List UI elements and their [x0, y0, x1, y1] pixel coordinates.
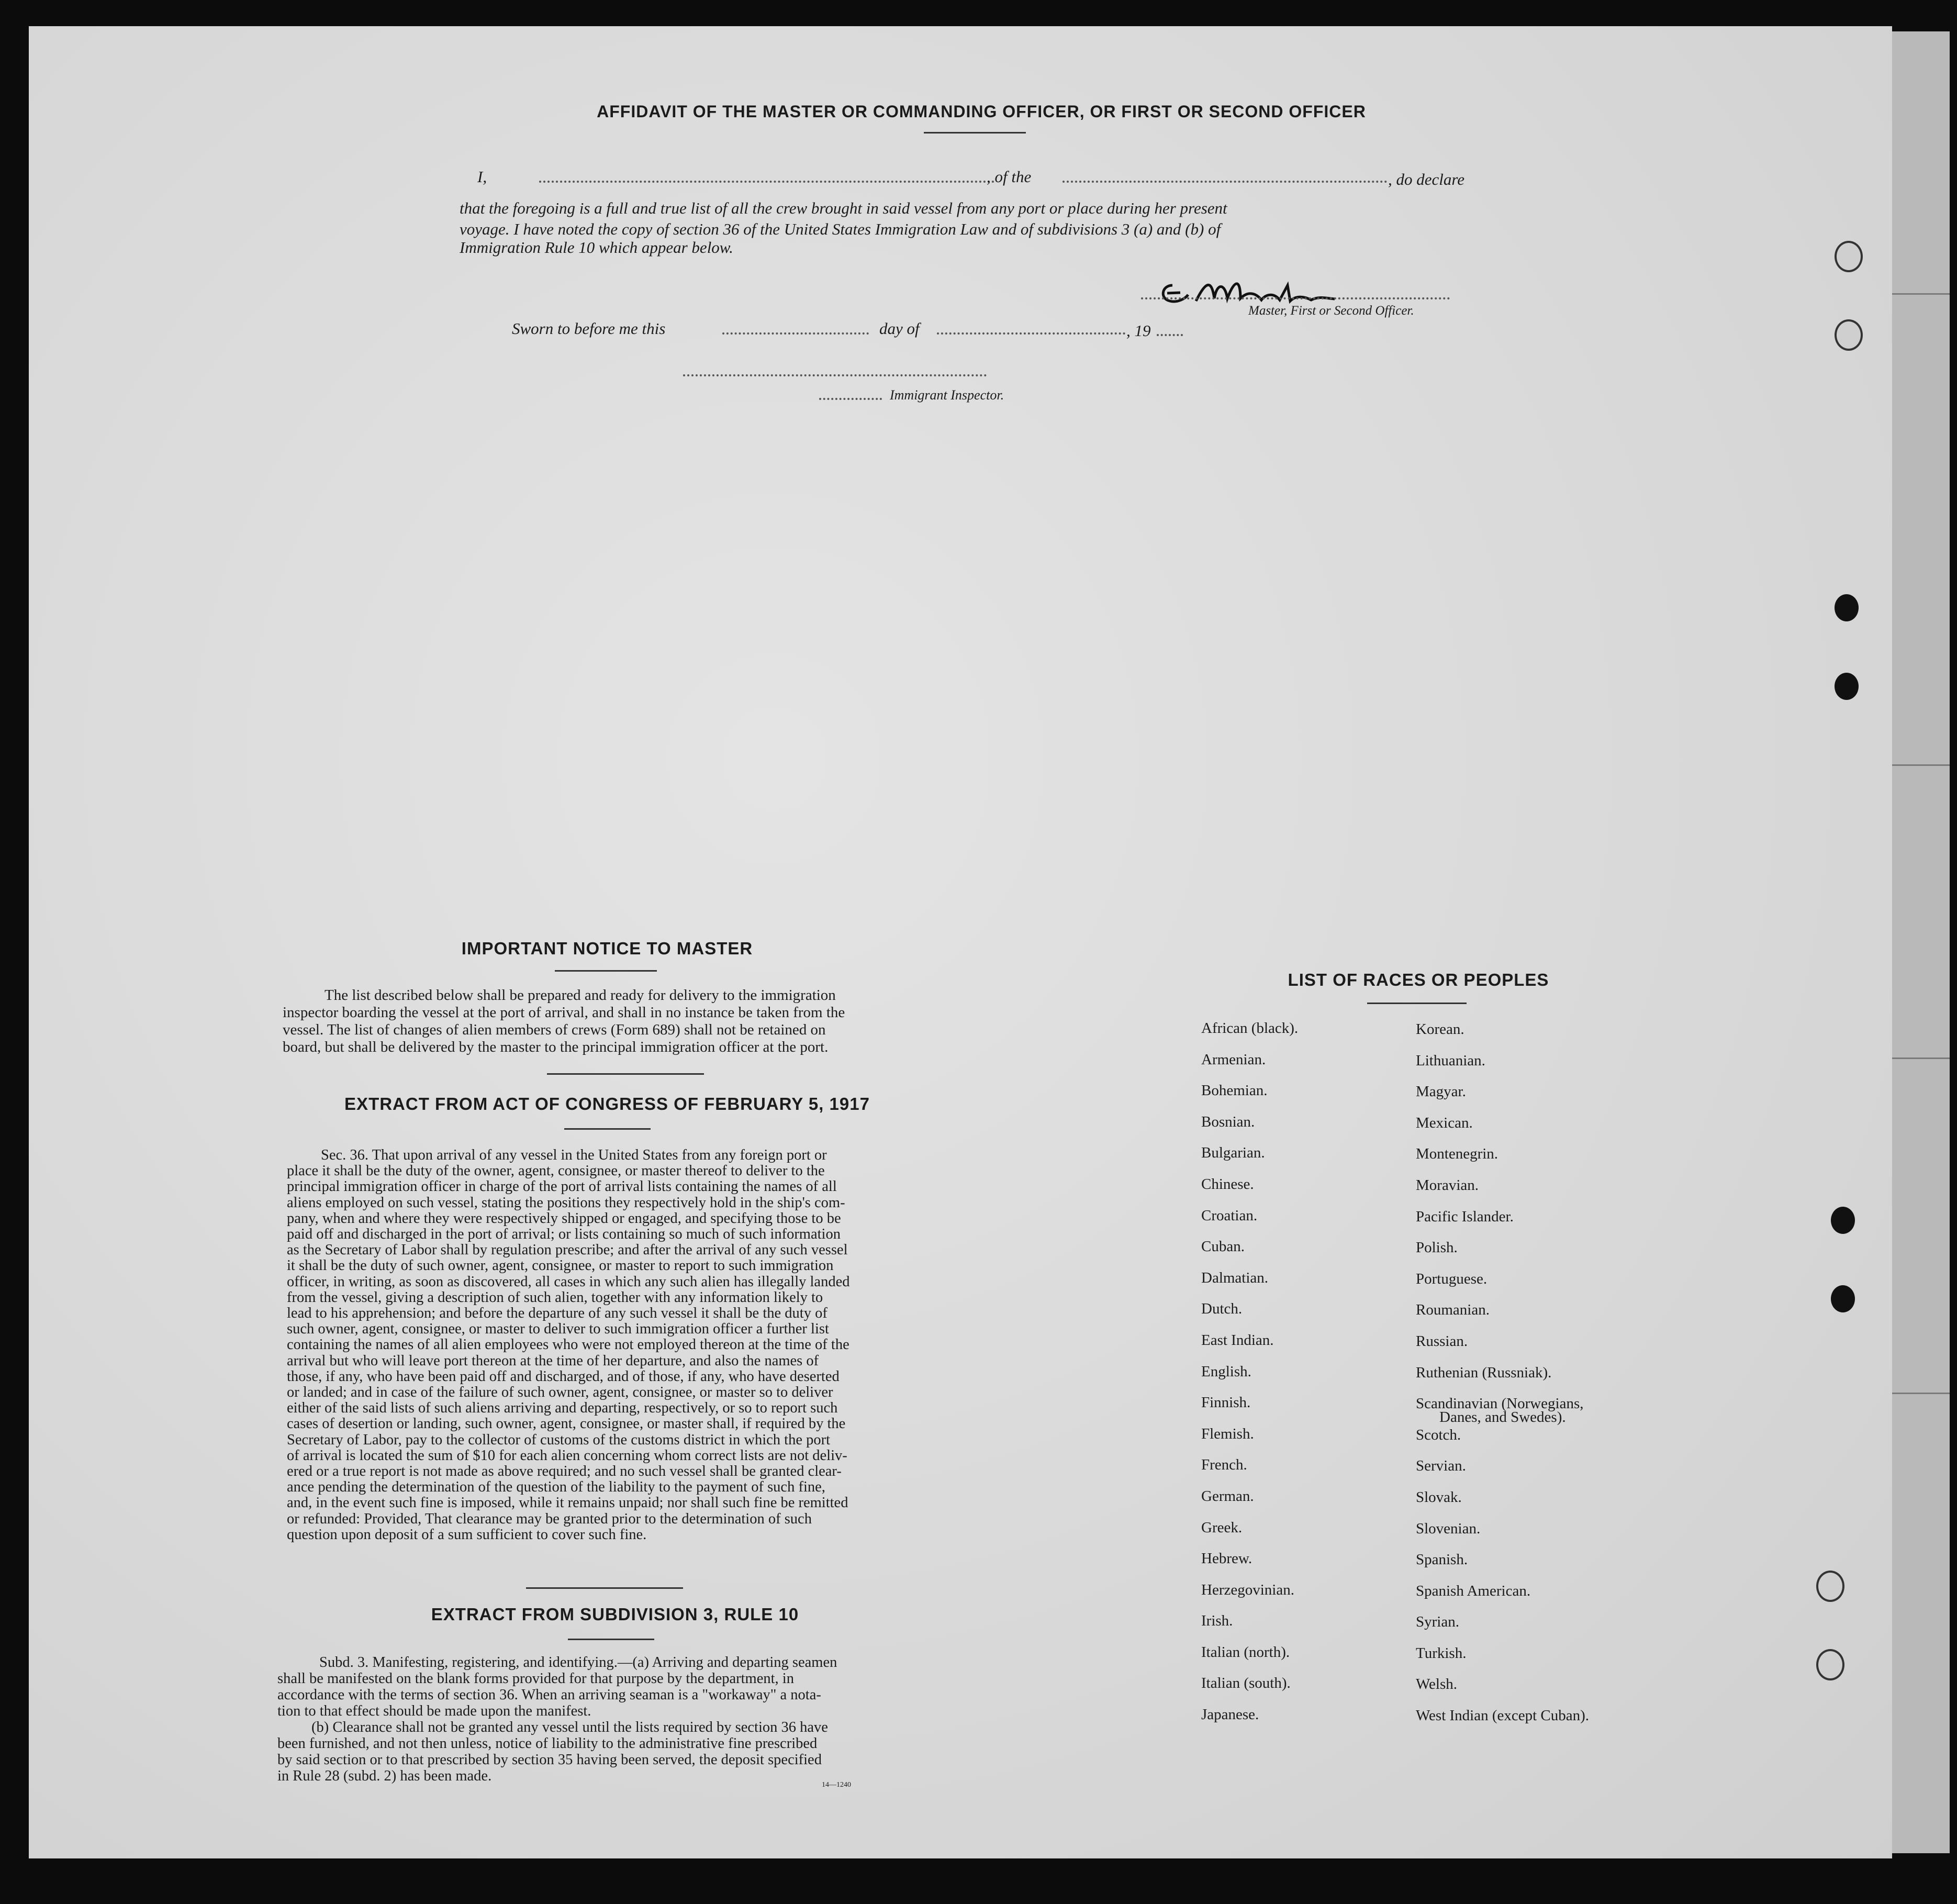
act-line: or landed; and in case of the failure of such owner, agent, consignee, or master so to deliver	[287, 1384, 833, 1401]
race-item: Italian (north).	[1201, 1643, 1290, 1661]
punch-hole	[1816, 1649, 1844, 1680]
rule10-body	[277, 1654, 905, 1784]
act-line: or refunded: Provided, That clearance may be granted prior to the determination of such	[287, 1510, 812, 1527]
race-item: Slovenian.	[1416, 1520, 1481, 1537]
rule10-line: accordance with the terms of section 36. When an arriving seaman is a "workaway" a nota-	[277, 1687, 821, 1703]
act-line: containing the names of all alien employees who were not employed thereon at the time of the	[287, 1337, 849, 1353]
race-item: Ruthenian (Russniak).	[1416, 1364, 1552, 1381]
race-item: Welsh.	[1416, 1676, 1458, 1693]
act-line: it shall be the duty of such owner, agent, consignee, or master to report to such immigration	[287, 1257, 834, 1274]
notice-line: vessel. The list of changes of alien members of crews (Form 689) shall not be retained on	[283, 1021, 826, 1038]
signature-label: Master, First or Second Officer.	[1248, 304, 1414, 318]
race-item: Croatian.	[1201, 1207, 1258, 1224]
affidavit-line: voyage. I have noted the copy of section 36 of the United States Immigration Law and of subdivisions 3 (a) and (b) of	[460, 220, 1221, 238]
act-line: Secretary of Labor, pay to the collector of customs of the customs district in which the port	[287, 1431, 831, 1448]
rule10-line: been furnished, and not then unless, notice of liability to the administrative fine prescribed	[277, 1735, 818, 1752]
punch-hole	[1835, 594, 1859, 621]
race-item: Armenian.	[1201, 1051, 1266, 1068]
punch-hole	[1835, 319, 1863, 351]
rule10-line: in Rule 28 (subd. 2) has been made.	[277, 1768, 492, 1784]
divider	[924, 132, 1026, 133]
act-line: from the vessel, giving a description of such alien, together with any information likely to	[287, 1289, 823, 1306]
affidavit-do-declare: , do declare	[1388, 170, 1465, 188]
name-field[interactable]	[539, 181, 994, 183]
race-item: English.	[1201, 1363, 1251, 1380]
races-column-1	[1201, 1020, 1298, 1738]
race-item-continuation: Danes, and Swedes).	[1439, 1409, 1566, 1426]
divider	[526, 1587, 683, 1589]
races-column-2	[1416, 1021, 1589, 1739]
race-item: Korean.	[1416, 1021, 1464, 1038]
act-line: aliens employed on such vessel, stating the positions they respectively hold in the ship's com-	[287, 1194, 845, 1211]
inspector-signature-line[interactable]	[683, 374, 987, 376]
act-line: ance pending the determination of the question of the liability to the payment of such fine,	[287, 1479, 825, 1496]
act-line: either of the said lists of such aliens arriving and departing, respectively, or so to report such	[287, 1400, 838, 1417]
act-line: of arrival is located the sum of $10 for each alien concerning whom correct lists are not deliv-	[287, 1447, 847, 1464]
race-item: French.	[1201, 1456, 1247, 1474]
act-line: ered or a true report is not made as above required; and no such vessel shall be granted clear-	[287, 1463, 842, 1480]
act-line: and, in the event such fine is imposed, while it remains unpaid; nor shall such fine be remitted	[287, 1495, 848, 1511]
document-page	[29, 26, 1892, 1858]
act-line: such owner, agent, consignee, or master to deliver to such immigration officer a further list	[287, 1321, 829, 1338]
race-item: Portuguese.	[1416, 1270, 1488, 1287]
race-item: Lithuanian.	[1416, 1052, 1485, 1069]
notice-line: The list described below shall be prepared and ready for delivery to the immigration	[325, 987, 836, 1004]
affidavit-i-label: I,	[477, 168, 487, 186]
act-line: pany, when and where they were respectively shipped or engaged, and specifying those to be	[287, 1210, 841, 1227]
race-item: Greek.	[1201, 1519, 1243, 1536]
race-item: Spanish American.	[1416, 1582, 1531, 1599]
act-line: principal immigration officer in charge of the port of arrival lists containing the names of all	[287, 1178, 837, 1195]
notice-body	[283, 987, 916, 1056]
inspector-label: Immigrant Inspector.	[890, 387, 1004, 403]
race-item: Italian (south).	[1201, 1675, 1291, 1692]
race-item: Roumanian.	[1416, 1301, 1490, 1319]
race-item: African (black).	[1201, 1020, 1299, 1037]
race-item: Servian.	[1416, 1457, 1466, 1475]
divider	[564, 1128, 651, 1130]
rule10-line: (b) Clearance shall not be granted any vessel until the lists required by section 36 have	[311, 1719, 828, 1735]
punch-hole	[1831, 1207, 1855, 1234]
notice-line: board, but shall be delivered by the master to the principal immigration officer at the port.	[283, 1039, 829, 1055]
act-line: as the Secretary of Labor shall by regulation prescribe; and after the arrival of any such vessel	[287, 1242, 848, 1259]
act-title: EXTRACT FROM ACT OF CONGRESS OF FEBRUARY 5, 1917	[344, 1094, 870, 1114]
act-body	[287, 1148, 915, 1543]
punch-hole	[1835, 673, 1859, 700]
rule10-line: Subd. 3. Manifesting, registering, and identifying.—(a) Arriving and departing seamen	[319, 1654, 837, 1671]
race-item: Flemish.	[1201, 1425, 1254, 1442]
affidavit-of-the: , of the	[987, 168, 1032, 186]
race-item: Moravian.	[1416, 1176, 1479, 1194]
race-item-text: Scandinavian (Norwegians,	[1416, 1395, 1584, 1412]
divider	[1367, 1003, 1467, 1004]
race-item	[1416, 1395, 1589, 1427]
affidavit-line: Immigration Rule 10 which appear below.	[460, 238, 733, 257]
race-item: Dutch.	[1201, 1300, 1243, 1318]
race-item: Bulgarian.	[1201, 1144, 1265, 1162]
punch-hole	[1835, 241, 1863, 272]
inspector-dots	[819, 398, 882, 400]
divider	[547, 1073, 704, 1075]
sworn-day-field[interactable]	[722, 332, 869, 335]
year-field[interactable]	[1157, 334, 1183, 336]
race-item: Spanish.	[1416, 1551, 1468, 1568]
act-line: lead to his apprehension; and before the departure of any such vessel it shall be the duty of	[287, 1305, 827, 1322]
race-item: Montenegrin.	[1416, 1145, 1498, 1163]
sworn-label: Sworn to before me this	[512, 319, 666, 338]
race-item: Polish.	[1416, 1239, 1458, 1256]
rule10-title: EXTRACT FROM SUBDIVISION 3, RULE 10	[431, 1605, 799, 1624]
act-line: arrival but who will leave port thereon at the time of her departure, and also the names of	[287, 1352, 819, 1369]
notice-line: inspector boarding the vessel at the port of arrival, and shall in no instance be taken from the	[283, 1004, 845, 1021]
race-item: Magyar.	[1416, 1083, 1466, 1100]
race-item: Hebrew.	[1201, 1550, 1253, 1567]
act-line: paid off and discharged in the port of arrival; or lists containing so much of such information	[287, 1226, 841, 1243]
day-of-label: day of	[879, 319, 920, 338]
race-item: Turkish.	[1416, 1644, 1467, 1662]
affidavit-title: AFFIDAVIT OF THE MASTER OR COMMANDING OFFICER, OR FIRST OR SECOND OFFICER	[597, 102, 1366, 121]
act-line: those, if any, who have been paid off and discharged, and of those, if any, who have deserted	[287, 1368, 840, 1385]
race-item: Herzegovinian.	[1201, 1581, 1294, 1598]
race-item: Finnish.	[1201, 1394, 1251, 1411]
sworn-month-field[interactable]	[937, 332, 1125, 335]
year-label: , 19	[1126, 321, 1151, 340]
punch-hole	[1816, 1571, 1844, 1602]
race-item: Russian.	[1416, 1332, 1468, 1350]
race-item: Japanese.	[1201, 1706, 1259, 1723]
race-item: Dalmatian.	[1201, 1269, 1269, 1286]
act-line: Sec. 36. That upon arrival of any vessel in the United States from any foreign port or	[321, 1147, 827, 1163]
act-line: place it shall be the duty of the owner, agent, consignee, or master thereof to deliver to the	[287, 1163, 825, 1179]
race-item: Scotch.	[1416, 1426, 1461, 1443]
race-item: Slovak.	[1416, 1488, 1462, 1506]
race-item: Pacific Islander.	[1416, 1208, 1514, 1225]
race-item: Mexican.	[1416, 1114, 1473, 1131]
race-item: Bohemian.	[1201, 1082, 1268, 1099]
race-item: Syrian.	[1416, 1613, 1459, 1631]
races-title: LIST OF RACES OR PEOPLES	[1288, 970, 1549, 989]
punch-hole	[1831, 1285, 1855, 1312]
form-number: 14—1240	[822, 1781, 851, 1789]
rule10-line: tion to that effect should be made upon the manifest.	[277, 1703, 591, 1719]
notice-title: IMPORTANT NOTICE TO MASTER	[461, 939, 753, 958]
affidavit-line: that the foregoing is a full and true list of all the crew brought in said vessel from any port or place during her present	[460, 199, 1227, 217]
race-item: Chinese.	[1201, 1175, 1254, 1193]
divider	[568, 1639, 654, 1640]
divider	[555, 970, 657, 972]
race-item: Irish.	[1201, 1612, 1233, 1630]
rule10-line: shall be manifested on the blank forms provided for that purpose by the department, in	[277, 1671, 794, 1687]
race-item: East Indian.	[1201, 1331, 1274, 1349]
race-item: German.	[1201, 1487, 1254, 1505]
race-item: Cuban.	[1201, 1238, 1245, 1255]
act-line: officer, in writing, as soon as discovered, all cases in which any such alien has illegally landed	[287, 1273, 850, 1290]
vessel-field[interactable]	[1063, 181, 1387, 183]
act-line: cases of desertion or landing, such owner, agent, consignee, or master shall, if required by the	[287, 1416, 846, 1432]
race-item: West Indian (except Cuban).	[1416, 1707, 1590, 1724]
race-item: Bosnian.	[1201, 1113, 1255, 1130]
rule10-line: by said section or to that prescribed by section 35 having been served, the deposit specified	[277, 1752, 822, 1768]
act-line: question upon deposit of a sum sufficient to cover such fine.	[287, 1526, 647, 1543]
signature-line[interactable]	[1141, 297, 1450, 299]
adjacent-page-edge	[1892, 31, 1950, 1853]
